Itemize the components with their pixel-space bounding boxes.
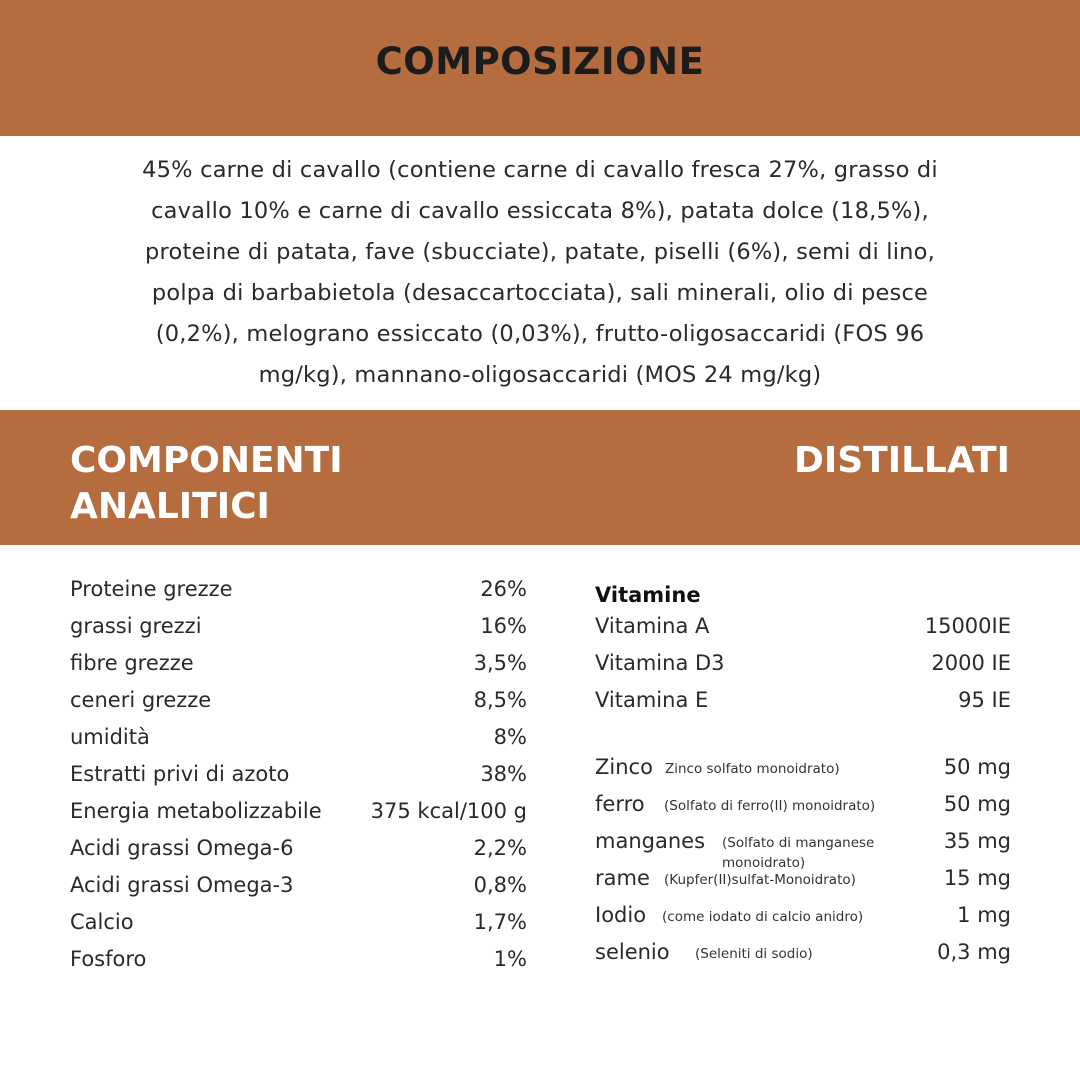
composition-title: COMPOSIZIONE: [375, 40, 705, 83]
vitamin-name: Vitamina E: [595, 688, 709, 712]
mineral-value: 0,3 mg: [937, 940, 1011, 964]
vitamin-name: Vitamina D3: [595, 651, 725, 675]
analytics-value: 375 kcal/100 g: [370, 799, 527, 823]
analytics-row: [70, 688, 527, 725]
mineral-note: Zinco solfato monoidrato): [665, 761, 840, 777]
analytics-name: fibre grezze: [70, 651, 194, 675]
analytics-value: 3,5%: [473, 651, 527, 675]
mineral-note: (Solfato di manganese monoidrato): [722, 835, 875, 871]
analytics-value: 16%: [480, 614, 527, 638]
analytics-value: 2,2%: [473, 836, 527, 860]
mineral-row: [595, 829, 1011, 871]
composition-line: cavallo 10% e carne di cavallo essiccata 8%), patata dolce (18,5%),: [151, 198, 929, 224]
vitamin-row: [595, 651, 1011, 688]
composition-line: 45% carne di cavallo (contiene carne di cavallo fresca 27%, grasso di: [142, 157, 938, 183]
analytics-row: [70, 614, 527, 651]
analytics-table: [70, 577, 527, 984]
analytics-value: 8%: [493, 725, 527, 749]
mineral-value: 50 mg: [943, 792, 1011, 816]
analytics-value: 1,7%: [473, 910, 527, 934]
analytics-name: umidità: [70, 725, 150, 749]
analytics-row: [70, 873, 527, 910]
analytics-value: 38%: [480, 762, 527, 786]
mineral-row: [595, 903, 1011, 937]
additives-title: DISTILLATI: [793, 440, 1010, 481]
analytics-title: [70, 438, 470, 530]
mineral-name: manganes: [595, 829, 706, 853]
analytics-value: 1%: [493, 947, 527, 971]
composition-text: [100, 150, 980, 396]
analytics-row: [70, 836, 527, 873]
analytics-row: [70, 762, 527, 799]
mineral-name: Iodio: [595, 903, 647, 927]
mineral-row: [595, 755, 1011, 789]
analytics-value: 8,5%: [473, 688, 527, 712]
mineral-value: 50 mg: [943, 755, 1011, 779]
mineral-row: [595, 866, 1011, 900]
mineral-row: [595, 940, 1011, 974]
mineral-value: 15 mg: [943, 866, 1011, 890]
analytics-name: Acidi grassi Omega-3: [70, 873, 294, 897]
analytics-value: 0,8%: [473, 873, 527, 897]
mineral-name: selenio: [595, 940, 670, 964]
vitamin-row: [595, 614, 1011, 651]
analytics-name: ceneri grezze: [70, 688, 212, 712]
vitamin-value: 2000 IE: [931, 651, 1011, 675]
mineral-name: Zinco: [595, 755, 653, 779]
composition-line: mg/kg), mannano-oligosaccaridi (MOS 24 mg/kg): [258, 362, 822, 388]
composition-line: polpa di barbabietola (desaccartocciata), sali minerali, olio di pesce: [151, 280, 929, 306]
mineral-note: (Solfato di ferro(II) monoidrato): [664, 798, 876, 814]
vitamin-value: 95 IE: [958, 688, 1011, 712]
mineral-name: rame: [595, 866, 650, 890]
analytics-name: grassi grezzi: [70, 614, 202, 638]
vitamin-name: Vitamina A: [595, 614, 710, 638]
analytics-row: [70, 799, 527, 836]
analytics-row: [70, 725, 527, 762]
analytics-row: [70, 577, 527, 614]
analytics-name: Estratti privi di azoto: [70, 762, 290, 786]
analytics-row: [70, 651, 527, 688]
mineral-value: 35 mg: [943, 829, 1011, 853]
analytics-title-line: COMPONENTI: [70, 440, 343, 481]
analytics-name: Acidi grassi Omega-6: [70, 836, 294, 860]
vitamin-value: 15000IE: [924, 614, 1011, 638]
analytics-name: Calcio: [70, 910, 134, 934]
analytics-row: [70, 947, 527, 984]
analytics-row: [70, 910, 527, 947]
analytics-title-line: ANALITICI: [70, 486, 270, 527]
analytics-name: Fosforo: [70, 947, 147, 971]
mineral-value: 1 mg: [957, 903, 1011, 927]
analytics-name: Proteine grezze: [70, 577, 233, 601]
mineral-note: (come iodato di calcio anidro): [662, 909, 864, 925]
analytics-name: Energia metabolizzabile: [70, 799, 322, 823]
mineral-note: (Kupfer(II)sulfat-Monoidrato): [664, 872, 856, 888]
analytics-value: 26%: [480, 577, 527, 601]
vitamins-header: Vitamine: [595, 583, 701, 607]
composition-line: proteine di patata, fave (sbucciate), patate, piselli (6%), semi di lino,: [145, 239, 935, 265]
mineral-name: ferro: [595, 792, 645, 816]
additives-table: [595, 577, 1011, 964]
composition-line: (0,2%), melograno essiccato (0,03%), frutto-oligosaccaridi (FOS 96: [155, 321, 925, 347]
mineral-row: [595, 792, 1011, 826]
vitamin-row: [595, 688, 1011, 725]
mineral-note: (Seleniti di sodio): [695, 946, 813, 962]
